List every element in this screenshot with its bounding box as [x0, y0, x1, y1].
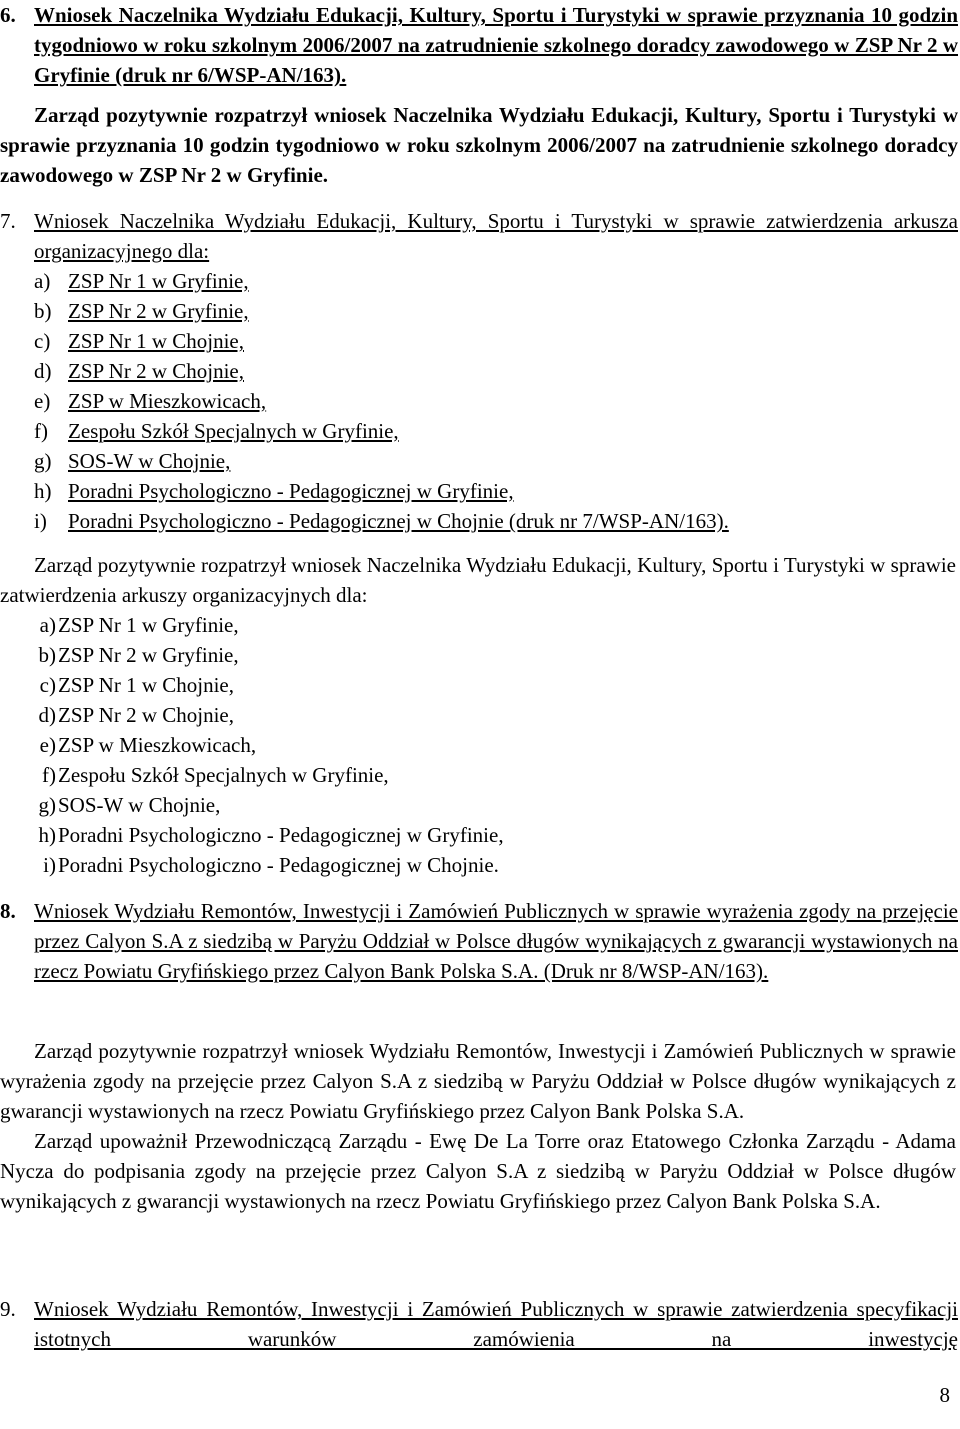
item-title: Wniosek Naczelnika Wydziału Edukacji, Kultury, Sportu i Turystyki w sprawie przyznania 10 godzin tygodniowo w roku szkolnym 2006/2007 na zatrudnienie szkolnego doradcy zawodowego w ZSP Nr 2 w Gryfinie (druk nr 6/WSP-AN/163).	[34, 3, 958, 87]
item-number: 8.	[0, 899, 16, 923]
list-item-text: ZSP Nr 2 w Chojnie,	[68, 359, 244, 383]
list-item	[34, 730, 958, 760]
list-item	[34, 386, 958, 416]
page-number: 8	[939, 1383, 950, 1407]
list-item-text: SOS-W w Chojnie,	[68, 449, 231, 473]
list-item-label: f)	[42, 763, 56, 787]
list-item-label: c)	[39, 673, 56, 697]
item-title: Wniosek Naczelnika Wydziału Edukacji, Kultury, Sportu i Turystyki w sprawie zatwierdzenia arkusza organizacyjnego dla:	[34, 209, 958, 263]
agenda-item-6	[0, 0, 960, 90]
list-item-text: ZSP Nr 2 w Gryfinie,	[58, 643, 239, 667]
list-item-label: g)	[34, 449, 52, 473]
list-item-label: h)	[34, 479, 52, 503]
item-6-decision: Zarząd pozytywnie rozpatrzył wniosek Naczelnika Wydziału Edukacji, Kultury, Sportu i Turystyki w sprawie przyznania 10 godzin tygodniowo w roku szkolnym 2006/2007 na zatrudnienie szkolnego doradcy zawodowego w ZSP Nr 2 w Gryfinie.	[0, 103, 958, 187]
list-item	[34, 506, 958, 536]
agenda-item-7	[0, 206, 960, 536]
list-item-label: d)	[34, 359, 52, 383]
item-number: 7.	[0, 209, 16, 233]
list-item-label: c)	[34, 329, 51, 353]
list-item-label: h)	[38, 823, 56, 847]
list-item	[34, 266, 958, 296]
list-item	[34, 610, 958, 640]
list-item	[34, 850, 958, 880]
list-item	[34, 326, 958, 356]
list-item	[34, 476, 958, 506]
list-item-text: ZSP Nr 2 w Chojnie,	[58, 703, 234, 727]
item-8-decision-1: Zarząd pozytywnie rozpatrzył wniosek Wydziału Remontów, Inwestycji i Zamówień Publicznych w sprawie wyrażenia zgody na przejęcie przez Calyon S.A z siedzibą w Paryżu Oddział w Polsce długów wynikających z gwarancji wystawionych na rzecz Powiatu Gryfińskiego przez Calyon Bank Polska S.A.	[0, 1039, 956, 1123]
list-item	[34, 700, 958, 730]
item-7-decision-block	[0, 550, 958, 880]
list-item	[34, 670, 958, 700]
list-item-text: ZSP Nr 1 w Chojnie,	[58, 673, 234, 697]
list-item-label: i)	[34, 509, 47, 533]
list-item	[34, 416, 958, 446]
list-item	[34, 296, 958, 326]
list-item-text: ZSP Nr 2 w Gryfinie,	[68, 299, 249, 323]
item-number: 9.	[0, 1297, 16, 1321]
item-title: Wniosek Wydziału Remontów, Inwestycji i Zamówień Publicznych w sprawie wyrażenia zgody na przejęcie przez Calyon S.A z siedzibą w Paryżu Oddział w Polsce długów wynikających z gwarancji wystawionych na rzecz Powiatu Gryfińskiego przez Calyon Bank Polska S.A. (Druk nr 8/WSP-AN/163).	[34, 899, 958, 983]
list-item-text: ZSP Nr 1 w Gryfinie,	[68, 269, 249, 293]
list-item-text: ZSP w Mieszkowicach,	[68, 389, 267, 413]
list-item-label: e)	[34, 389, 51, 413]
list-item-text: ZSP Nr 1 w Chojnie,	[68, 329, 244, 353]
list-item	[34, 760, 958, 790]
item-7-school-list	[34, 266, 958, 536]
list-item	[34, 820, 958, 850]
item-number: 6.	[0, 3, 16, 27]
list-item-label: a)	[39, 613, 56, 637]
list-item-label: e)	[39, 733, 56, 757]
item-7-decision-list	[0, 610, 958, 880]
item-8-decision-block	[0, 1036, 958, 1216]
list-item-text: Zespołu Szkół Specjalnych w Gryfinie,	[68, 419, 399, 443]
list-item-label: i)	[43, 853, 56, 877]
agenda-item-9	[0, 1294, 960, 1354]
list-item-text: ZSP w Mieszkowicach,	[58, 733, 257, 757]
list-item-text: Poradni Psychologiczno - Pedagogicznej w Gryfinie,	[58, 823, 504, 847]
list-item-label: b)	[34, 299, 52, 323]
item-7-decision: Zarząd pozytywnie rozpatrzył wniosek Naczelnika Wydziału Edukacji, Kultury, Sportu i Turystyki w sprawie zatwierdzenia arkuszy organizacyjnych dla:	[0, 553, 956, 607]
list-item-text: Zespołu Szkół Specjalnych w Gryfinie,	[58, 763, 389, 787]
list-item-text: Poradni Psychologiczno - Pedagogicznej w Gryfinie,	[68, 479, 514, 503]
list-item-label: f)	[34, 419, 48, 443]
list-item-text: ZSP Nr 1 w Gryfinie,	[58, 613, 239, 637]
list-item-label: d)	[38, 703, 56, 727]
list-item	[34, 640, 958, 670]
list-item	[34, 446, 958, 476]
list-item	[34, 356, 958, 386]
list-item-text: Poradni Psychologiczno - Pedagogicznej w Chojnie (druk nr 7/WSP-AN/163).	[68, 509, 729, 533]
list-item-text: SOS-W w Chojnie,	[58, 793, 221, 817]
item-8-decision-2: Zarząd upoważnił Przewodniczącą Zarządu - Ewę De La Torre oraz Etatowego Członka Zarządu - Adama Nycza do podpisania zgody na przejęcie przez Calyon S.A z siedzibą w Paryżu Oddział w Polsce długów wynikających z gwarancji wystawionych na rzecz Powiatu Gryfińskiego przez Calyon Bank Polska S.A.	[0, 1129, 956, 1213]
list-item-label: a)	[34, 269, 51, 293]
list-item-label: g)	[38, 793, 56, 817]
item-title: Wniosek Wydziału Remontów, Inwestycji i Zamówień Publicznych w sprawie zatwierdzenia specyfikacji istotnych warunków zamówienia na inwestycję	[34, 1297, 958, 1351]
agenda-item-8	[0, 896, 960, 986]
list-item-label: b)	[38, 643, 56, 667]
list-item-text: Poradni Psychologiczno - Pedagogicznej w Chojnie.	[58, 853, 499, 877]
list-item	[34, 790, 958, 820]
